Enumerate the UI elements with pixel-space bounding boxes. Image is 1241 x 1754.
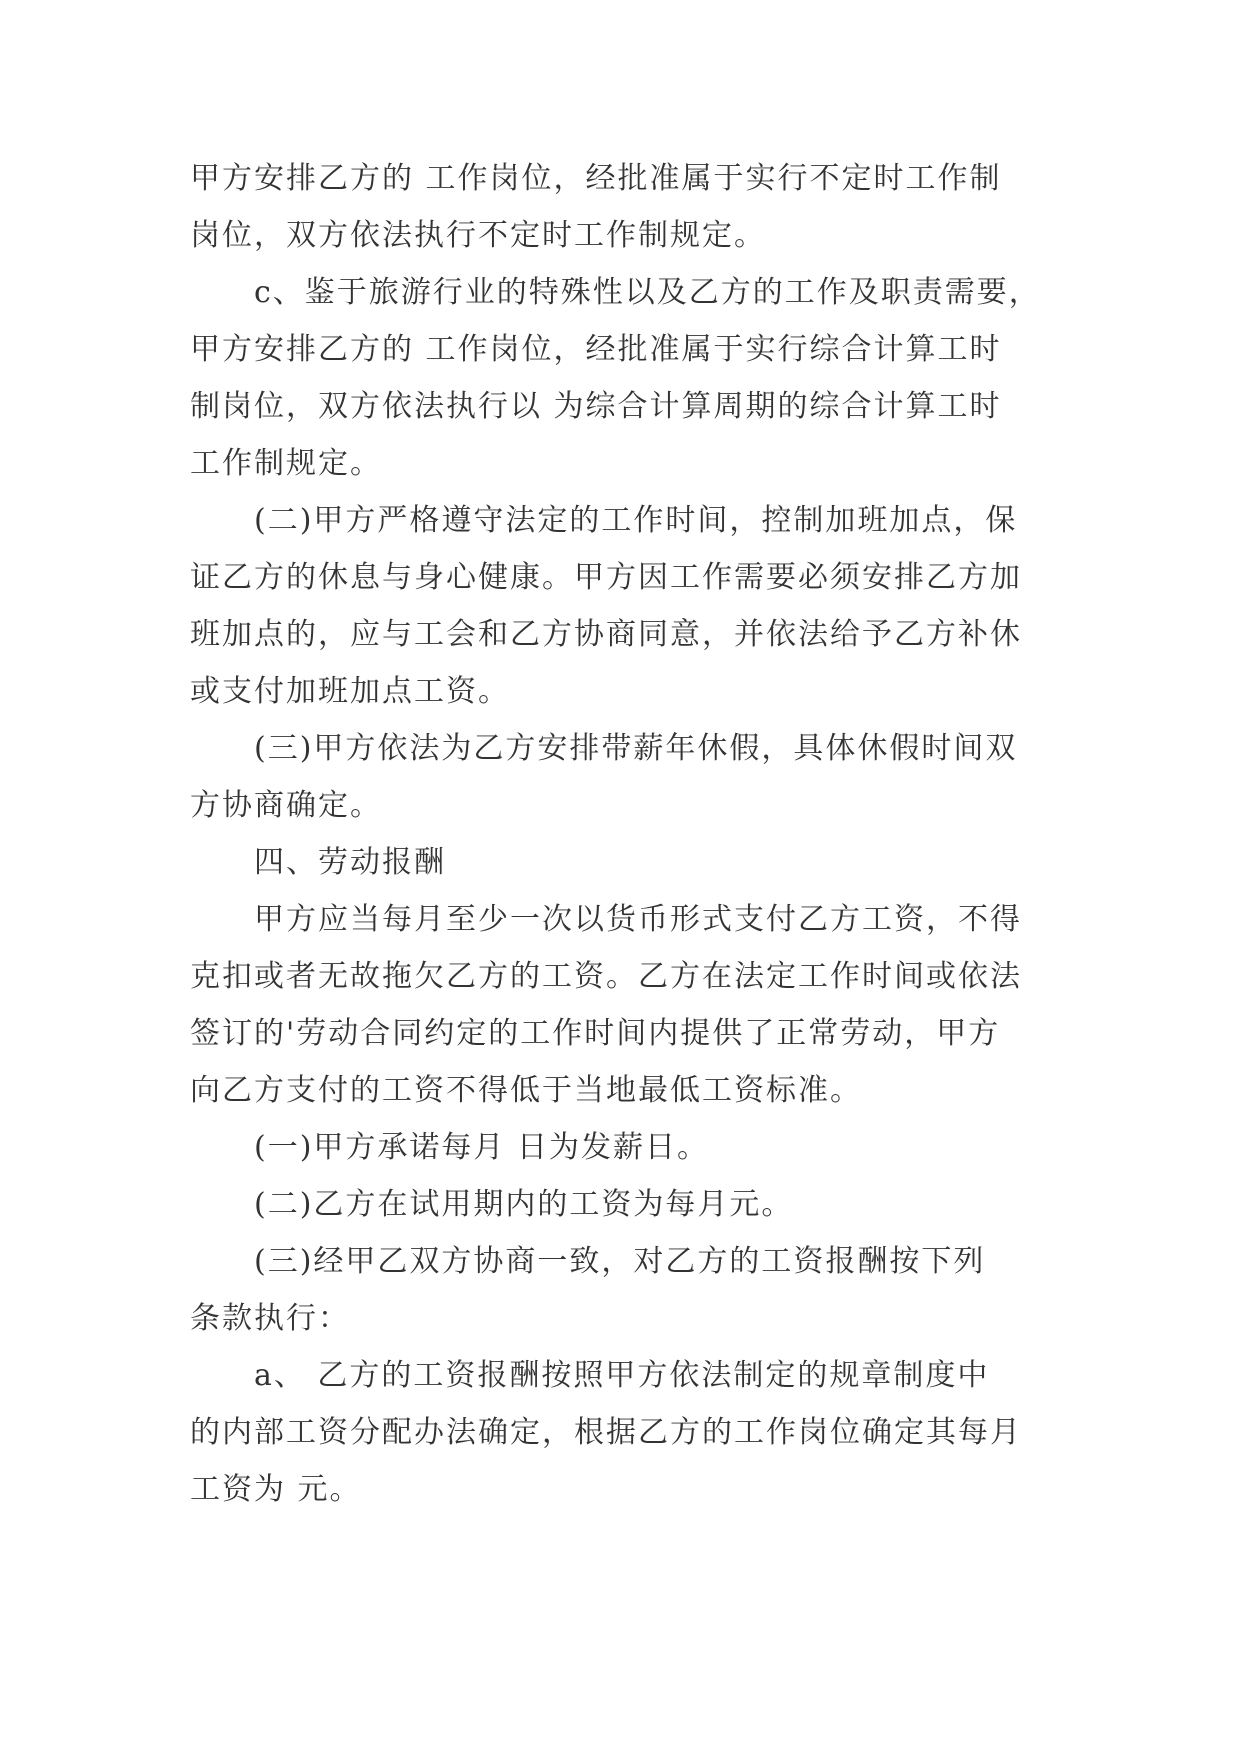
text-line: 甲方安排乙方的 工作岗位，经批准属于实行不定时工作制 (190, 161, 1002, 196)
text-line: c、鉴于旅游行业的特殊性以及乙方的工作及职责需要， (254, 275, 1041, 310)
text-line: a、 乙方的工资报酬按照甲方依法制定的规章制度中 (254, 1358, 990, 1393)
text-line: (一)甲方承诺每月 日为发薪日。 (254, 1130, 709, 1165)
text-line: 或支付加班加点工资。 (190, 674, 510, 709)
text-line: 制岗位，双方依法执行以 为综合计算周期的综合计算工时 (190, 389, 1002, 424)
text-line: (三)经甲乙双方协商一致，对乙方的工资报酬按下列 (254, 1244, 986, 1279)
text-line: 甲方应当每月至少一次以货币形式支付乙方工资，不得 (254, 902, 1022, 937)
text-line: 班加点的，应与工会和乙方协商同意，并依法给予乙方补休 (190, 617, 1022, 652)
text-line: (三)甲方依法为乙方安排带薪年休假，具体休假时间双 (254, 731, 1018, 766)
text-line: 工资为 元。 (190, 1472, 362, 1507)
text-line: (二)甲方严格遵守法定的工作时间，控制加班加点，保 (254, 503, 1018, 538)
text-line: 岗位，双方依法执行不定时工作制规定。 (190, 218, 766, 253)
text-line: (二)乙方在试用期内的工资为每月元。 (254, 1187, 794, 1222)
text-line: 条款执行： (190, 1301, 350, 1336)
text-line: 证乙方的休息与身心健康。甲方因工作需要必须安排乙方加 (190, 560, 1022, 595)
section-heading: 四、劳动报酬 (254, 845, 446, 880)
text-line: 方协商确定。 (190, 788, 382, 823)
text-line: 向乙方支付的工资不得低于当地最低工资标准。 (190, 1073, 862, 1108)
text-line: 签订的'劳动合同约定的工作时间内提供了正常劳动，甲方 (190, 1016, 1001, 1051)
text-line: 甲方安排乙方的 工作岗位，经批准属于实行综合计算工时 (190, 332, 1002, 367)
text-line: 工作制规定。 (190, 446, 382, 481)
text-line: 的内部工资分配办法确定，根据乙方的工作岗位确定其每月 (190, 1415, 1022, 1450)
text-line: 克扣或者无故拖欠乙方的工资。乙方在法定工作时间或依法 (190, 959, 1022, 994)
